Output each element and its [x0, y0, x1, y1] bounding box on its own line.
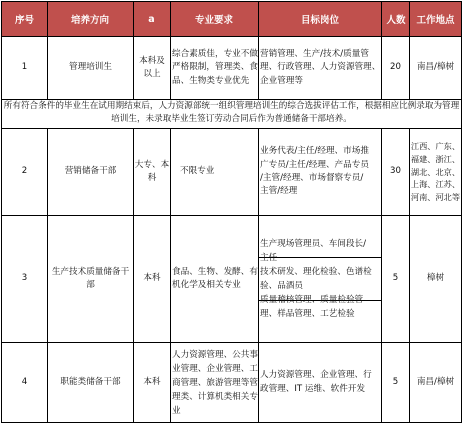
col-divider — [170, 2, 171, 99]
header-location: 工作地点 — [416, 15, 455, 26]
header-no: 序号 — [14, 15, 34, 26]
row1-no: 1 — [21, 62, 28, 73]
row4-edu: 本科 — [143, 376, 161, 387]
row1-location: 南昌/樟树 — [416, 62, 455, 73]
row4-location: 南昌/樟树 — [416, 376, 455, 387]
row1-direction: 管理培训生 — [69, 62, 112, 73]
header-edu: a — [148, 13, 155, 25]
row3-direction: 生产技术质量储备干 部 — [51, 266, 130, 290]
row2-direction: 营销储备干部 — [64, 166, 117, 177]
row4-major: 人力资源管理、公共事 业管理、企业管理、工 商管理、旅游管理等管 理类、计算机类相关专 业 — [172, 349, 258, 416]
row3-no: 3 — [21, 273, 28, 284]
row4-direction: 职能类储备干部 — [60, 376, 121, 387]
row3-count: 5 — [392, 273, 399, 284]
note-text: 所有符合条件的毕业生在试用期结束后，人力资源部统一组织管理培训生的综合选拔评估工作，根据相应比例录取为管理培训生，未录取毕业生签订劳动合同后作为普通储备干部培养。 — [3, 101, 460, 124]
row3-location: 樟树 — [426, 273, 445, 284]
header-count: 人数 — [386, 15, 406, 26]
col-divider — [258, 2, 259, 99]
row1-position: 营销管理、生产/技术/质量管 理、行政管理、人力资源管理、 企业管理等 — [260, 49, 381, 86]
header-major: 专业要求 — [194, 15, 233, 26]
row4-no: 4 — [21, 376, 28, 387]
row1-major: 综合素质佳，专业不做 严格限制，管理类、食 品、生物类专业优先 — [172, 49, 258, 86]
row4-position: 人力资源管理、企业管理、行 政管理、IT 运维、软件开发 — [260, 370, 372, 394]
row1-count: 20 — [390, 62, 401, 73]
table-header — [2, 2, 461, 36]
header-direction: 培养方向 — [70, 15, 109, 26]
col-divider — [170, 128, 171, 423]
row3-major: 食品、生物、发酵、有 机化学及相关专业 — [172, 266, 258, 290]
row2-position: 业务代表/主任/经理、市场推 广专员/主任/经理、产品专员 /主管/经理、市场督察专员/ 主管/经理 — [260, 146, 369, 197]
row2-location: 江西、广东、 福建、浙江、 湖北、北京、 上海、江苏、 河南、河北等 — [410, 141, 461, 203]
col-divider — [258, 128, 259, 423]
row3-edu: 本科 — [143, 273, 161, 284]
row3-position: 生产现场管理员、车间段长/ 主任 技术研发、理化检验、色谱检 验、品酒员 质量稽核管理、质量检验管 理、样品管理、工艺检验 — [260, 239, 372, 319]
row2-no: 2 — [21, 166, 28, 177]
row1-edu: 本科及 以上 — [139, 55, 165, 79]
row2-count: 30 — [390, 166, 401, 177]
row4-count: 5 — [392, 376, 399, 387]
row2-edu: 大专、本 科 — [134, 159, 170, 183]
row2-major: 不限专业 — [180, 166, 215, 177]
header-position: 目标岗位 — [300, 15, 339, 26]
